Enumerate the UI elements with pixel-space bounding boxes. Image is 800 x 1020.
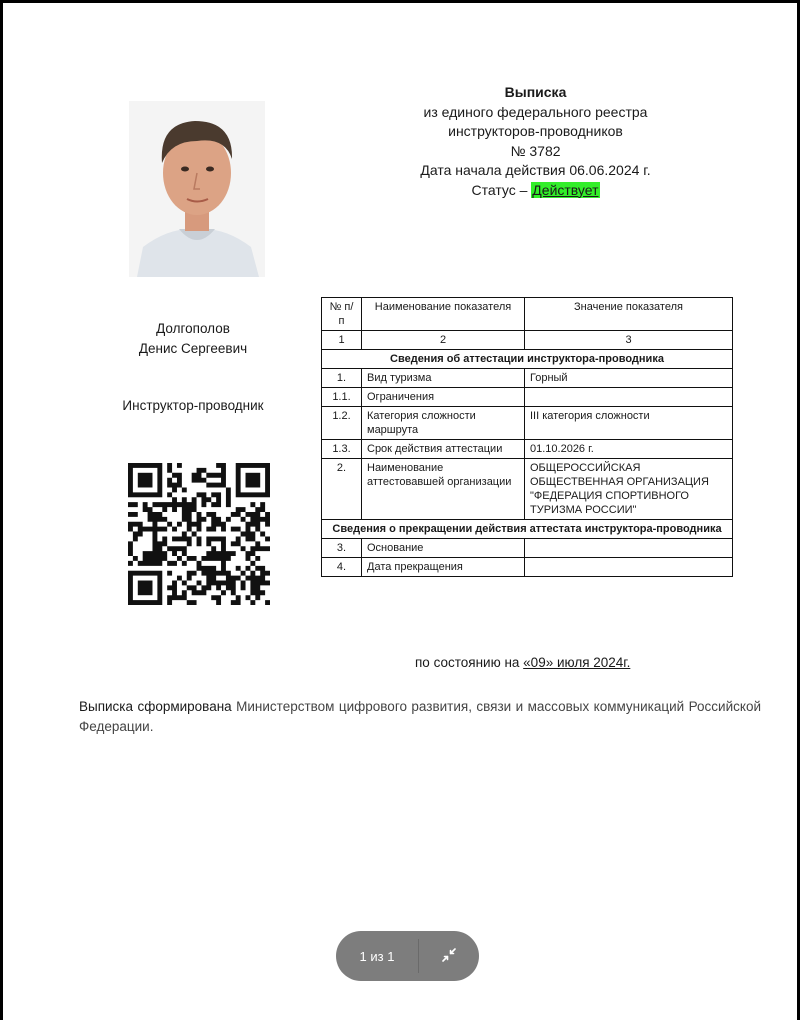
row-value xyxy=(525,539,733,558)
status-badge: Действует xyxy=(532,181,599,198)
row-name: Вид туризма xyxy=(362,369,525,388)
table-row xyxy=(322,388,733,407)
collapse-arrows-icon xyxy=(442,948,456,965)
row-name: Срок действия аттестации xyxy=(362,440,525,459)
row-name: Дата прекращения xyxy=(362,558,525,577)
issuer-note-lead: Выписка сформирована xyxy=(79,699,237,714)
column-number-3: 3 xyxy=(525,331,733,350)
row-value: III категория сложности xyxy=(525,407,733,440)
status-label: Статус – xyxy=(471,181,532,198)
page-navigator xyxy=(336,931,479,981)
row-number: 3. xyxy=(322,539,362,558)
document-page xyxy=(3,3,797,1020)
table-row xyxy=(322,459,733,520)
row-name: Ограничения xyxy=(362,388,525,407)
header-cell-number: № п/п xyxy=(322,298,362,331)
row-value xyxy=(525,558,733,577)
document-title: Выписка xyxy=(504,84,567,100)
person-photo xyxy=(129,101,265,277)
table-row xyxy=(322,440,733,459)
collapse-button[interactable] xyxy=(419,948,479,965)
table-row xyxy=(322,407,733,440)
registry-table xyxy=(321,297,733,577)
as-of-label: по состоянию на xyxy=(415,655,524,670)
row-number: 1.3. xyxy=(322,440,362,459)
column-number-1: 1 xyxy=(322,331,362,350)
section-title-attestation: Сведения об аттестации инструктора-проводника xyxy=(322,350,733,369)
table-row xyxy=(322,539,733,558)
header-line-2: инструкторов-проводников xyxy=(448,123,623,139)
row-value: 01.10.2026 г. xyxy=(525,440,733,459)
table-row xyxy=(322,558,733,577)
header-line-1: из единого федерального реестра xyxy=(423,103,648,120)
row-name: Категория сложности маршрута xyxy=(362,407,525,440)
row-number: 2. xyxy=(322,459,362,520)
table-row xyxy=(322,369,733,388)
issuer-note xyxy=(79,697,761,737)
person-role: Инструктор-проводник xyxy=(122,398,264,413)
row-value xyxy=(525,388,733,407)
as-of-date-line xyxy=(415,655,630,670)
row-number: 1.2. xyxy=(322,407,362,440)
person-surname: Долгополов xyxy=(156,321,230,336)
row-name: Основание xyxy=(362,539,525,558)
header-cell-value: Значение показателя xyxy=(525,298,733,331)
column-number-2: 2 xyxy=(362,331,525,350)
document-header xyxy=(383,83,688,200)
row-number: 1.1. xyxy=(322,388,362,407)
row-name: Наименование аттестовавшей организации xyxy=(362,459,525,520)
qr-code xyxy=(128,463,270,605)
start-date: Дата начала действия 06.06.2024 г. xyxy=(420,162,651,178)
registry-number: № 3782 xyxy=(510,142,561,159)
page-indicator: 1 из 1 xyxy=(359,948,395,964)
row-value: Горный xyxy=(525,369,733,388)
section-title-termination: Сведения о прекращении действия аттестата инструктора-проводника xyxy=(322,520,733,539)
person-given-names: Денис Сергеевич xyxy=(138,341,248,356)
as-of-date: «09» июля 2024г. xyxy=(523,655,631,670)
row-number: 1. xyxy=(322,369,362,388)
status-line xyxy=(383,181,688,201)
person-name xyxy=(103,319,283,359)
issuer-note-ministry: Министерством цифрового развития, связи и массовых коммуникаций Российской Федерации. xyxy=(79,699,762,734)
row-value: ОБЩЕРОССИЙСКАЯ ОБЩЕСТВЕННАЯ ОРГАНИЗАЦИЯ "ФЕДЕРАЦИЯ СПОРТИВНОГО ТУРИЗМА РОССИИ" xyxy=(525,459,733,520)
row-number: 4. xyxy=(322,558,362,577)
header-cell-name: Наименование показателя xyxy=(362,298,525,331)
